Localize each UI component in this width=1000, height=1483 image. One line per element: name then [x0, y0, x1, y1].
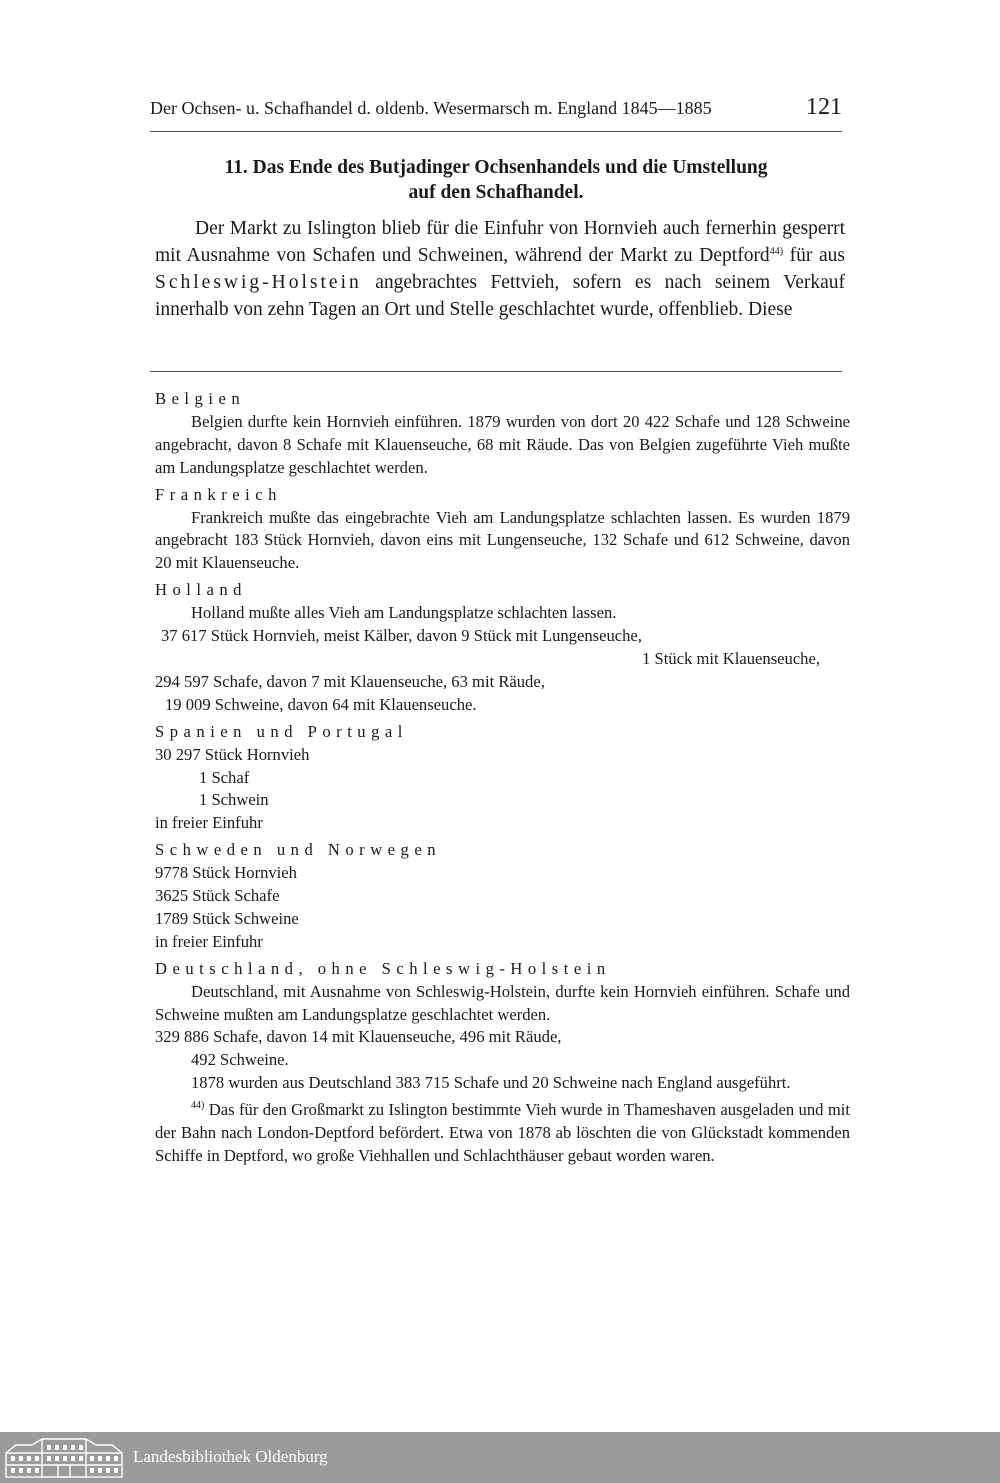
- note-heading-holland: Holland: [155, 580, 247, 600]
- note-heading-frankreich: Frankreich: [155, 484, 282, 504]
- note-text-frankreich: Frankreich mußte das eingebrachte Vieh am Landungsplatze schlachten lassen. Es wurden 1879 angebracht 183 Stück Hornvieh, davon eins mit Lungenseuche, 132 Schafe und 612 Schweine, davon 20 mit Klauenseuche.: [155, 507, 850, 573]
- note-line-deutschland-2: 492 Schweine.: [191, 1050, 289, 1070]
- note-text-belgien: Belgien durfte kein Hornvieh einführen. 1879 wurden von dort 20 422 Schafe und 128 Schweine angebracht, davon 8 Schafe mit Klauenseuche, 68 mit Räude. Das von Belgien zugeführte Vieh mußte am Landungsplatze geschlachtet werden.: [155, 411, 850, 477]
- note-line-holland-2: 1 Stück mit Klauenseuche,: [642, 648, 820, 668]
- library-footer-bar: [0, 1432, 1000, 1483]
- note-line-schweden-4: in freier Einfuhr: [155, 931, 263, 951]
- running-title: Der Ochsen- u. Schafhandel d. oldenb. Wesermarsch m. England 1845—1885: [150, 98, 712, 118]
- section-heading-line-1: 11. Das Ende des Butjadinger Ochsenhandels und die Umstellung: [224, 157, 768, 178]
- note-heading-spanien: Spanien und Portugal: [155, 721, 408, 741]
- library-name: Landesbibliothek Oldenburg: [133, 1447, 328, 1466]
- footnote-separator: [150, 371, 842, 372]
- note-line-holland-3: 294 597 Schafe, davon 7 mit Klauenseuche, 63 mit Räude,: [155, 671, 545, 691]
- footnote-block: [155, 387, 850, 1168]
- note-line-holland-4: 19 009 Schweine, davon 64 mit Klauenseuche.: [165, 694, 477, 714]
- footnote-marker: 44): [191, 1100, 205, 1112]
- note-line-spanien-4: in freier Einfuhr: [155, 813, 263, 833]
- note-heading-schweden: Schweden und Norwegen: [155, 840, 441, 860]
- note-text-holland: Holland mußte alles Vieh am Landungsplatze schlachten lassen.: [191, 603, 617, 623]
- footnote-text: Das für den Großmarkt zu Islington bestimmte Vieh wurde in Thameshaven ausgeladen und mit der Bahn nach London-Deptford befördert. Etwa von 1878 ab löschten die von Glückstadt kommenden Schiffe in Deptford, wo große Viehhallen und Schlachthäuser gebaut worden waren.: [155, 1100, 850, 1165]
- running-header: [150, 92, 842, 123]
- footnote-reference: 44): [769, 246, 784, 257]
- note-line-schweden-1: 9778 Stück Hornvieh: [155, 863, 297, 883]
- note-text-deutschland-2: 1878 wurden aus Deutschland 383 715 Schafe und 20 Schweine nach England ausgeführt.: [191, 1073, 791, 1093]
- header-rule: [150, 131, 842, 132]
- note-heading-deutschland: Deutschland, ohne Schleswig-Holstein: [155, 958, 611, 978]
- note-line-deutschland-1: 329 886 Schafe, davon 14 mit Klauenseuche, 496 mit Räude,: [155, 1027, 562, 1047]
- spaced-emphasis: Schleswig-Holstein: [155, 272, 362, 293]
- body-text-part: Der Markt zu Islington blieb für die Einfuhr von Hornvieh auch fernerhin gesperrt mit Ausnahme von Schafen und Schweinen, während der Markt zu Deptford: [155, 218, 845, 266]
- note-line-schweden-3: 1789 Stück Schweine: [155, 908, 299, 928]
- section-heading-line-2: auf den Schafhandel.: [408, 182, 584, 203]
- body-text-part: angebrachtes Fettvieh, sofern es nach seinem Verkauf innerhalb von zehn Tagen an Ort und Stelle geschlachtet wurde, offenblieb. Diese: [155, 272, 845, 320]
- note-line-spanien-3: 1 Schwein: [199, 790, 269, 810]
- footnote-44: [155, 1099, 850, 1168]
- body-text: [155, 215, 845, 323]
- body-text-part: für aus: [783, 245, 845, 266]
- page-number: 121: [806, 94, 842, 120]
- note-heading-belgien: Belgien: [155, 389, 246, 408]
- note-line-holland-1: 37 617 Stück Hornvieh, meist Kälber, davon 9 Stück mit Lungenseuche,: [161, 626, 642, 646]
- note-line-schweden-2: 3625 Stück Schafe: [155, 886, 280, 906]
- section-heading: [150, 155, 842, 205]
- library-building-icon: [2, 1435, 126, 1479]
- body-paragraph: [155, 215, 845, 323]
- note-line-spanien-1: 30 297 Stück Hornvieh: [155, 744, 310, 764]
- note-text-deutschland: Deutschland, mit Ausnahme von Schleswig-Holstein, durfte kein Hornvieh einführen. Schafe und Schweine mußten am Landungsplatze geschlachtet werden.: [155, 981, 850, 1024]
- note-line-spanien-2: 1 Schaf: [199, 767, 250, 787]
